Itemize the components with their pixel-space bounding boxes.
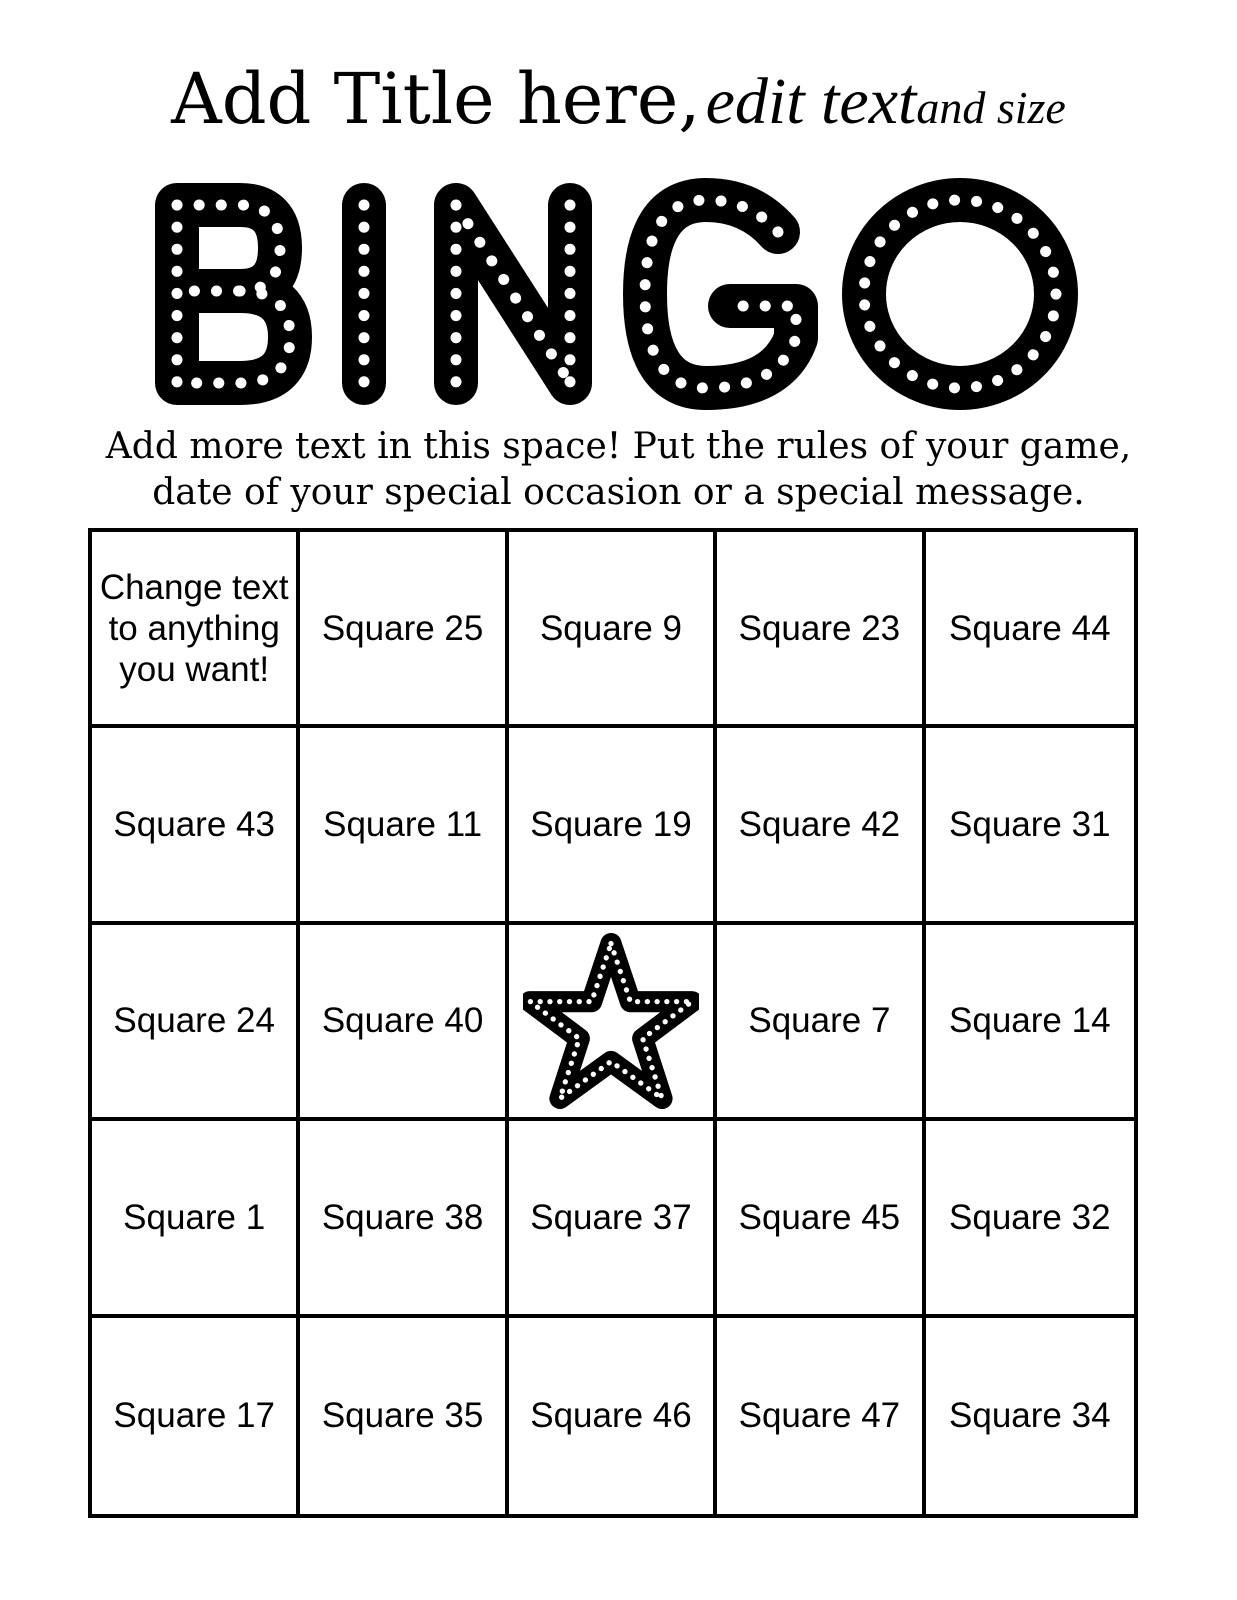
title-main: Add Title here, [171, 58, 701, 140]
bingo-square: Square 34 [949, 1396, 1111, 1436]
bingo-square: Square 47 [717, 1318, 925, 1514]
bingo-square: Square 24 [92, 925, 300, 1121]
bingo-square: Square 31 [926, 728, 1134, 924]
bingo-square: Square 14 [926, 925, 1134, 1121]
bingo-square: Square 46 [509, 1318, 717, 1514]
bingo-square: Square 1 [92, 1121, 300, 1317]
star-icon [523, 933, 699, 1109]
bingo-square: Square 32 [926, 1121, 1134, 1317]
bingo-square: Square 45 [717, 1121, 925, 1317]
subtitle-message [0, 424, 1237, 516]
bingo-square: Square 25 [300, 532, 508, 728]
bingo-square: Square 19 [509, 728, 717, 924]
bingo-square: Square 11 [300, 728, 508, 924]
bingo-square: Square 43 [92, 728, 300, 924]
bingo-square: Square 40 [300, 925, 508, 1121]
bingo-square: Square 42 [717, 728, 925, 924]
bingo-logo-graphic [150, 178, 1090, 410]
bingo-square: Square 7 [717, 925, 925, 1121]
subtitle-line-2: date of your special occasion or a special message. [152, 472, 1085, 513]
bingo-square: Change text to anything you want! [92, 532, 300, 728]
bingo-square: Square 35 [300, 1318, 508, 1514]
bingo-square: Square 37 [509, 1121, 717, 1317]
bingo-square: Square 17 [92, 1318, 300, 1514]
subtitle-line-1: Add more text in this space! Put the rules of your game, [105, 426, 1132, 467]
page-title [0, 58, 1237, 140]
bingo-square: Square 9 [509, 532, 717, 728]
title-script: edit text [705, 65, 917, 138]
bingo-square: Square 23 [717, 532, 925, 728]
bingo-square: Square 44 [926, 532, 1134, 728]
title-small: and size [916, 82, 1066, 133]
bingo-logo [150, 178, 1090, 410]
free-space-square [509, 925, 717, 1121]
bingo-square: Square 38 [300, 1121, 508, 1317]
bingo-card [88, 528, 1138, 1518]
